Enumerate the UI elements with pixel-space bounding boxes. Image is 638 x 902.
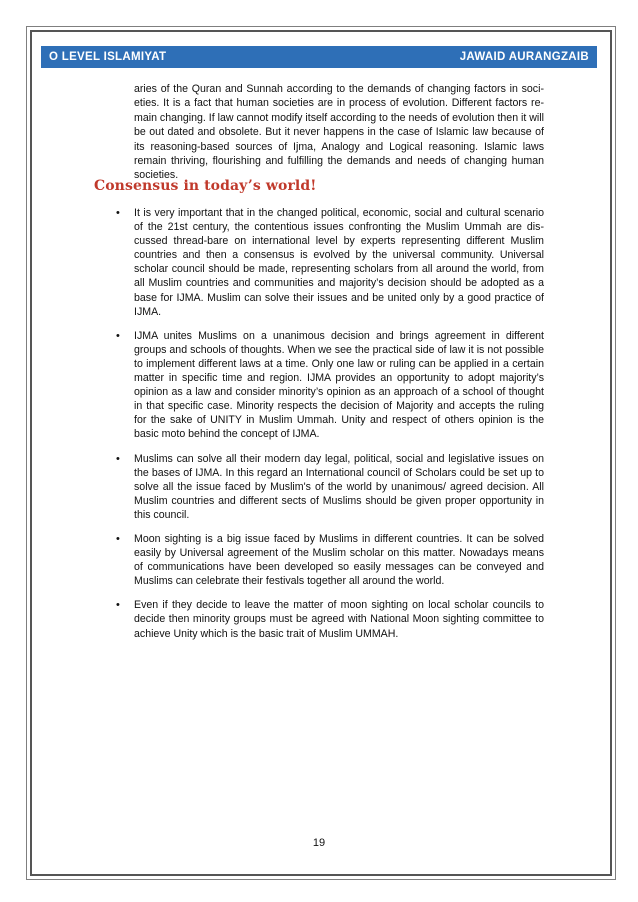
header-bar [41,46,597,68]
bullet-dot-icon: • [116,532,120,545]
bullet-text: IJMA unites Muslims on a unanimous decision and brings agreement in different groups and schools of thoughts. When we see the practical side of law it is not possible to implement different laws at a time. Only one law or ruling can be applied in a certain matter in specific time and region. IJMA provides an opportunity to adopt majority’s opinion as a law and consider minority’s opinion as an approach of a school of thought in that specific case. Minority respects the decision of Majority and accepts the ruling for the sake of UNITY in Muslim Ummah. Unity and respect of others opinion is the basic moto behind the concept of IJMA. [134,329,544,441]
bullet-text: It is very important that in the changed political, economic, social and cultural scenario of the 21st century, the contentious issues confronting the Muslim Ummah are dis-cussed thread-bare on international level by experts representing different Muslim countries and then a consensus is evolved by the universal community. Universal scholar council should be made, representing scholars from all around the world, from all Muslim countries and communities and majority’s decision should be adopted as a base for IJMA. Muslim can solve their issues and be united only by a good practice of IJMA. [134,207,544,318]
bullet-dot-icon: • [116,329,120,342]
page-number: 19 [312,837,326,849]
intro-paragraph: aries of the Quran and Sunnah according to the demands of changing factors in soci-eties. It is a fact that human societies are in process of evolution. Different factors re-main changing. If law cannot modify itself according to the needs of evolution then it will be out dated and obsolete. But it never happens in the case of Islamic law because of its reasoning-based sources of Ijma, Analogy and Logical reasoning. Islamic laws remain thriving, flourishing and fulfilling the demands and needs of changing human societies. [134,83,544,182]
section-heading: Consensus in today’s world! [94,178,317,194]
bullet-item [112,452,544,522]
header-subject: O LEVEL ISLAMIYAT [49,51,167,63]
bullet-dot-icon: • [116,599,120,612]
bullet-text: Moon sighting is a big issue faced by Muslims in different countries. It can be solved easily by Universal agreement of the Muslim scholar on this matter. Nowadays means of communications have been developed so easily messages can be conveyed and Muslims can celebrate their festivals together all around the world. [134,532,544,588]
bullet-item [112,329,544,442]
bullet-item [112,532,544,588]
bullet-item [112,206,544,319]
bullet-text: Even if they decide to leave the matter of moon sighting on local scholar councils to decide then minority groups must be agreed with National Moon sighting committee to achieve Unity which is the basic trait of Muslim UMMAH. [134,599,544,640]
bullet-list [112,206,544,641]
header-author: JAWAID AURANGZAIB [459,51,589,63]
bullet-dot-icon: • [116,452,120,465]
bullet-item [112,598,544,640]
bullet-dot-icon: • [116,207,120,219]
bullet-text: Muslims can solve all their modern day legal, political, social and legislative issues on the bases of IJMA. In this regard an International council of Scholars could be set up to solve all the issue faced by Muslim's of the world by unanimous/ agreed decision. All Muslim countries and different sects of Muslims should be given proper opportunity in this council. [134,452,544,521]
